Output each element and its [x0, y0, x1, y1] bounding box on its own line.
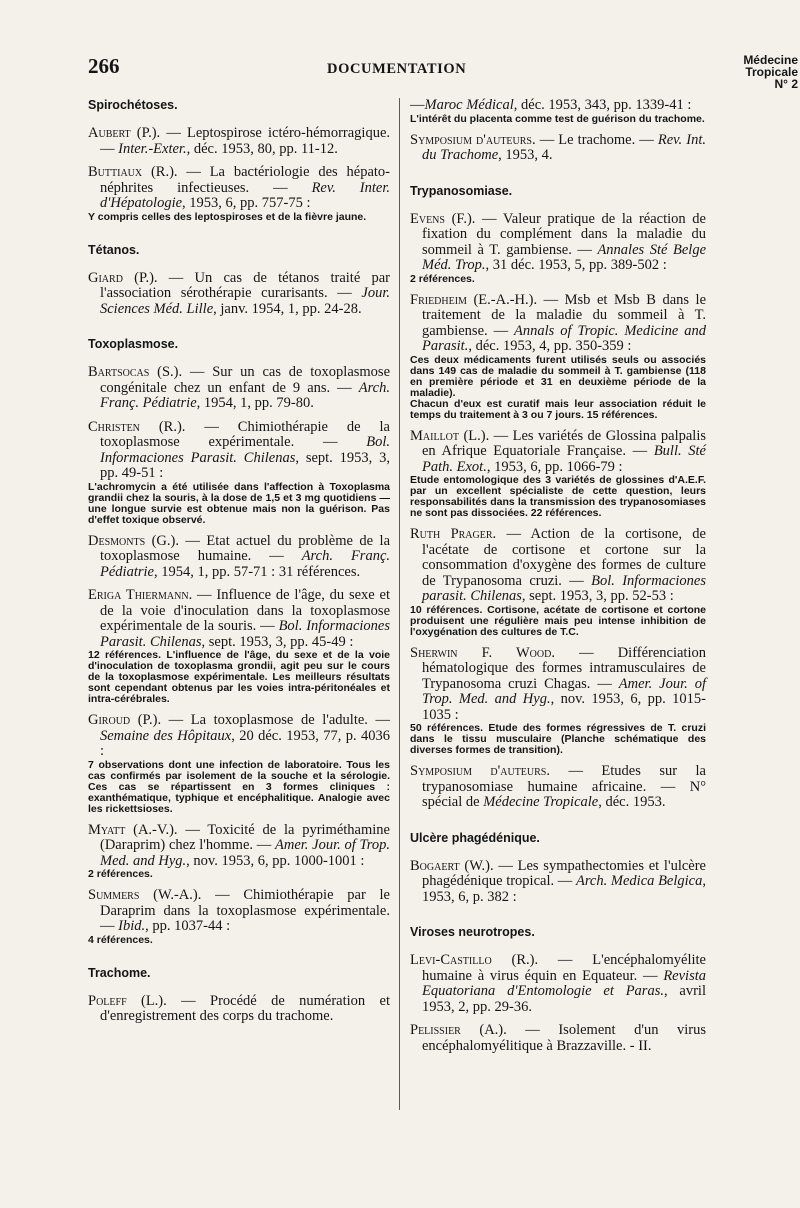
entry-details: , 1953, 6, pp. 1066-79 :	[486, 458, 623, 475]
entry-author: Giard (P.).	[88, 269, 158, 286]
entry-text: — La toxoplasmose de l'adulte. —	[161, 712, 390, 728]
journal-tag-line: N° 2	[774, 77, 798, 91]
entry-details: , déc. 1953.	[598, 794, 666, 810]
section-heading: Ulcère phagédénique.	[410, 830, 540, 845]
entry-author: Myatt (A.-V.).	[88, 821, 178, 838]
bib-entry	[410, 859, 706, 906]
running-title: DOCUMENTATION	[327, 61, 467, 77]
page-number: 266	[88, 54, 120, 78]
entry-source: Bol. Informaciones Parasit. Chilenas	[100, 618, 390, 650]
left-column	[88, 98, 390, 1025]
entry-details: , déc. 1953, 80, pp. 11-12.	[186, 140, 338, 157]
entry-source: Annales Sté Belge Méd. Trop.	[422, 241, 707, 273]
entry-note: Chacun d'eux est curatif mais leur association réduit le temps du traitement à 3 ou 7 jours. 15 références.	[410, 397, 706, 421]
entry-source: Annals of Tropic. Medicine and Parasit.	[422, 322, 706, 354]
entry-source: Médecine Tropicale	[483, 794, 599, 810]
bib-entry	[410, 1023, 706, 1054]
bib-entry	[410, 764, 706, 811]
entry-author: Symposium d'auteurs.	[410, 763, 550, 779]
entry-note: 50 références. Etude des formes régressives de T. cruzi dans le tissu musculaire (Planche schématique des diverses formes de transition).	[410, 722, 706, 756]
bib-entry	[88, 271, 390, 318]
section-heading: Trypanosomiase.	[410, 183, 513, 198]
entry-author: Eriga Thiermann.	[88, 587, 193, 603]
entry-author: Evens (F.).	[410, 210, 476, 227]
entry-details: , sept. 1953, 3, pp. 49-51 :	[100, 449, 390, 481]
entry-text: — Leptospirose ictéro-hémorragique. —	[100, 125, 390, 157]
entry-source: Rev. Int. du Trachome	[422, 131, 706, 163]
entry-details: , 1953, 6, pp. 757-75 :	[182, 195, 311, 211]
bib-entry	[88, 126, 390, 157]
page-header	[0, 0, 800, 100]
section-heading: Toxoplasmose.	[88, 337, 179, 351]
right-column	[410, 98, 706, 1054]
entry-author: Ruth Prager.	[410, 526, 497, 542]
entry-source: Jour. Sciences Méd. Lille	[100, 285, 390, 317]
entry-text: — Les sympathectomies et l'ulcère phagédénique tropical. —	[422, 857, 706, 889]
entry-source: Arch. Franç. Pédiatrie	[100, 379, 390, 411]
entry-text: — Sur un cas de toxoplasmose congénitale chez un enfant de 9 ans. —	[100, 364, 391, 396]
entry-note: 12 références. L'influence de l'âge, du sexe et de la voie d'inoculation de toxoplasma grondii, agit peu sur le cours de la toxoplasmose expérimentale. Les meilleurs résultats sont cependant obtenus par les voies intra-péritonéales et intra-cérébrales.	[88, 649, 390, 705]
entry-details: , déc. 1953, 4, pp. 350-359 :	[468, 338, 632, 354]
entry-author: Pelissier (A.).	[410, 1022, 507, 1038]
journal-tag	[708, 54, 798, 90]
bib-entry	[410, 98, 706, 114]
entry-text: —	[410, 97, 425, 113]
bib-entry	[410, 953, 706, 1015]
entry-source: Bull. Sté Path. Exot.	[422, 443, 706, 475]
bib-entry	[410, 133, 706, 164]
section-heading: Tétanos.	[88, 242, 140, 257]
entry-note: Y compris celles des leptospiroses et de la fièvre jaune.	[88, 210, 367, 223]
entry-author: Buttiaux (R.).	[88, 164, 178, 180]
entry-author: Sherwin F. Wood.	[410, 644, 555, 661]
entry-author: Maillot (L.).	[410, 427, 490, 444]
entry-source: Maroc Médical	[424, 97, 514, 113]
entry-author: Symposium d'auteurs.	[410, 131, 536, 148]
entry-text: — Etudes sur la trypanosomiase humaine africaine. — N° spécial de	[422, 763, 706, 810]
bib-entry	[410, 646, 706, 724]
entry-text: — Chimiothérapie par le Daraprim dans la toxoplasmose expérimentale. —	[100, 887, 390, 934]
entry-source: Bol. Informaciones Parasit. Chilenas	[100, 434, 390, 466]
entry-details: , nov. 1953, 6, pp. 1015-1035 :	[422, 691, 707, 723]
entry-text: — Isolement d'un virus encéphalomyélitique à Brazzaville. - II.	[422, 1022, 706, 1054]
bib-entry	[410, 212, 706, 274]
bib-entry	[88, 534, 390, 581]
entry-source: Ibid.	[118, 918, 146, 934]
section-heading: Spirochétoses.	[88, 98, 178, 112]
bib-entry	[410, 293, 706, 355]
entry-source: Arch. Medica Belgica	[575, 873, 703, 889]
entry-note: L'intérêt du placenta comme test de guérison du trachome.	[410, 112, 705, 125]
bib-entry	[88, 420, 390, 482]
entry-text: — Influence de l'âge, du sexe et de la voie d'inoculation dans la toxoplasmose expérimentale de la souris. —	[100, 587, 390, 634]
bib-entry	[88, 365, 390, 412]
entry-source: Amer. Jour. of Trop. Med. and Hyg.	[100, 837, 391, 869]
entry-text: — Etat actuel du problème de la toxoplasmose humaine. —	[100, 532, 391, 564]
entry-text: — Msb et Msb B dans le traitement de la maladie du sommeil à T. gambiense. —	[422, 291, 707, 339]
entry-details: , 20 déc. 1953, 77, p. 4036 :	[100, 727, 390, 759]
entry-text: — Chimiothérapie de la toxoplasmose expérimentale. —	[100, 418, 390, 450]
entry-text: — Valeur pratique de la réaction de fixation du complément dans la maladie du sommeil à T. gambiense. —	[422, 210, 706, 258]
entry-author: Aubert (P.).	[88, 125, 161, 141]
entry-details: , janv. 1954, 1, pp. 24-28.	[213, 300, 362, 317]
bib-entry	[410, 429, 706, 476]
section-heading: Trachome.	[88, 965, 151, 980]
bib-entry	[88, 888, 390, 935]
entry-text: — Le trachome. —	[535, 131, 658, 148]
entry-note: 7 observations dont une infection de laboratoire. Tous les cas confirmés par isolement de la souche et la sérologie. Ces cas se répartissent en 3 formes cliniques : exanthématique, typhique et encéphalitique. Analogie avec les rickettsioses.	[88, 758, 390, 815]
entry-details: , sept. 1953, 3, pp. 52-53 :	[521, 588, 674, 604]
entry-details: , 1953, 4.	[498, 147, 553, 163]
entry-text: — Action de la cortisone, de l'acétate de cortisone et cortone sur la consommation d'oxygène des formes de culture de Trypanosoma cruzi. —	[422, 526, 706, 589]
bib-entry	[410, 527, 706, 605]
entry-details: , 1954, 1, pp. 79-80.	[196, 395, 314, 411]
entry-author: Bartsocas (S.).	[88, 364, 183, 380]
entry-note: L'achromycin a été utilisée dans l'affection à Toxoplasma grandii chez la souris, à la dose de 1,5 et 3 mg quotidiens — une longue survie est obtenue mais non la guérison. Pas d'effet toxique observé.	[88, 480, 390, 526]
entry-author: Giroud (P.).	[88, 712, 162, 728]
entry-note: 10 références. Cortisone, acétate de cortisone et cortone produisent une régulière mais peu intense inhibition de l'oxygénation des cultures de T.C.	[410, 603, 706, 638]
bib-entry	[88, 713, 390, 760]
entry-details: , avril 1953, 2, pp. 29-36.	[422, 983, 706, 1015]
entry-details: , déc. 1953, 343, pp. 1339-41 :	[513, 97, 692, 113]
journal-tag-line: Médecine	[743, 53, 798, 67]
entry-author: Friedheim (E.-A.-H.).	[410, 291, 538, 308]
entry-source: Semaine des Hôpitaux	[100, 727, 232, 744]
journal-tag-line: Tropicale	[745, 65, 798, 79]
entry-source: Inter.-Exter.	[118, 140, 187, 157]
entry-text: — Différenciation hématologique des formes intramusculaires de Trypanosoma cruzi Chagas. —	[422, 644, 706, 692]
section-heading: Viroses neurotropes.	[410, 925, 535, 939]
entry-details: , nov. 1953, 6, pp. 1000-1001 :	[186, 852, 365, 869]
entry-text: — L'encéphalomyélite humaine à virus équin en Equateur. —	[422, 952, 706, 984]
entry-details: , 31 déc. 1953, 5, pp. 389-502 :	[485, 257, 667, 273]
entry-note: Etude entomologique des 3 variétés de glossines d'A.E.F. par un excellent spécialiste de cette question, leurs responsabilités dans la transmission des trypanosomiases ne sont pas dissociées. 22 références.	[410, 474, 706, 519]
entry-details: , 1954, 1, pp. 57-71 : 31 références.	[153, 563, 361, 580]
entry-author: Bogaert (W.).	[410, 857, 494, 874]
bib-entry	[88, 823, 390, 870]
entry-details: , sept. 1953, 3, pp. 45-49 :	[201, 633, 354, 650]
bib-entry	[88, 588, 390, 650]
entry-source: Rev. Inter. d'Hépatologie	[100, 179, 391, 211]
bib-entry	[88, 165, 390, 212]
entry-source: Revista Equatoriana d'Entomologie et Paras.	[422, 967, 706, 999]
entry-author: Christen (R.).	[88, 418, 186, 435]
entry-note: 2 références.	[88, 868, 153, 880]
entry-author: Poleff (L.).	[88, 992, 167, 1009]
entry-source: Bol. Informaciones parasit. Chilenas	[422, 572, 706, 604]
entry-text: — Toxicité de la pyriméthamine (Daraprim) chez l'homme. —	[100, 821, 390, 853]
entry-text: — Procédé de numération et d'enregistrement des corps du trachome.	[100, 992, 391, 1024]
entry-details: , pp. 1037-44 :	[145, 918, 231, 934]
entry-text: — Les variétés de Glossina palpalis en Afrique Equatoriale Française. —	[422, 427, 706, 459]
entry-note: 2 références.	[410, 272, 475, 285]
entry-author: Desmonts (G.).	[88, 532, 179, 549]
column-divider	[399, 98, 400, 1110]
entry-note: 4 références.	[88, 933, 153, 946]
entry-source: Amer. Jour. of Trop. Med. and Hyg.	[422, 675, 706, 707]
entry-note: Ces deux médicaments furent utilisés seuls ou associés dans 149 cas de maladie du sommeil à T. gambiense (118 en première période et 31 en deuxième période de la maladie).	[410, 353, 706, 399]
entry-text: — Un cas de tétanos traité par l'association sérothérapie curarisants. —	[100, 269, 391, 301]
bib-entry	[88, 994, 390, 1025]
entry-author: Levi-Castillo (R.).	[410, 952, 539, 968]
entry-source: Arch. Franç. Pédiatrie	[100, 548, 391, 580]
entry-details: , 1953, 6, p. 382 :	[422, 873, 706, 905]
entry-author: Summers (W.-A.).	[88, 887, 202, 903]
entry-text: — La bactériologie des hépato-néphrites infectieuses. —	[100, 164, 390, 196]
